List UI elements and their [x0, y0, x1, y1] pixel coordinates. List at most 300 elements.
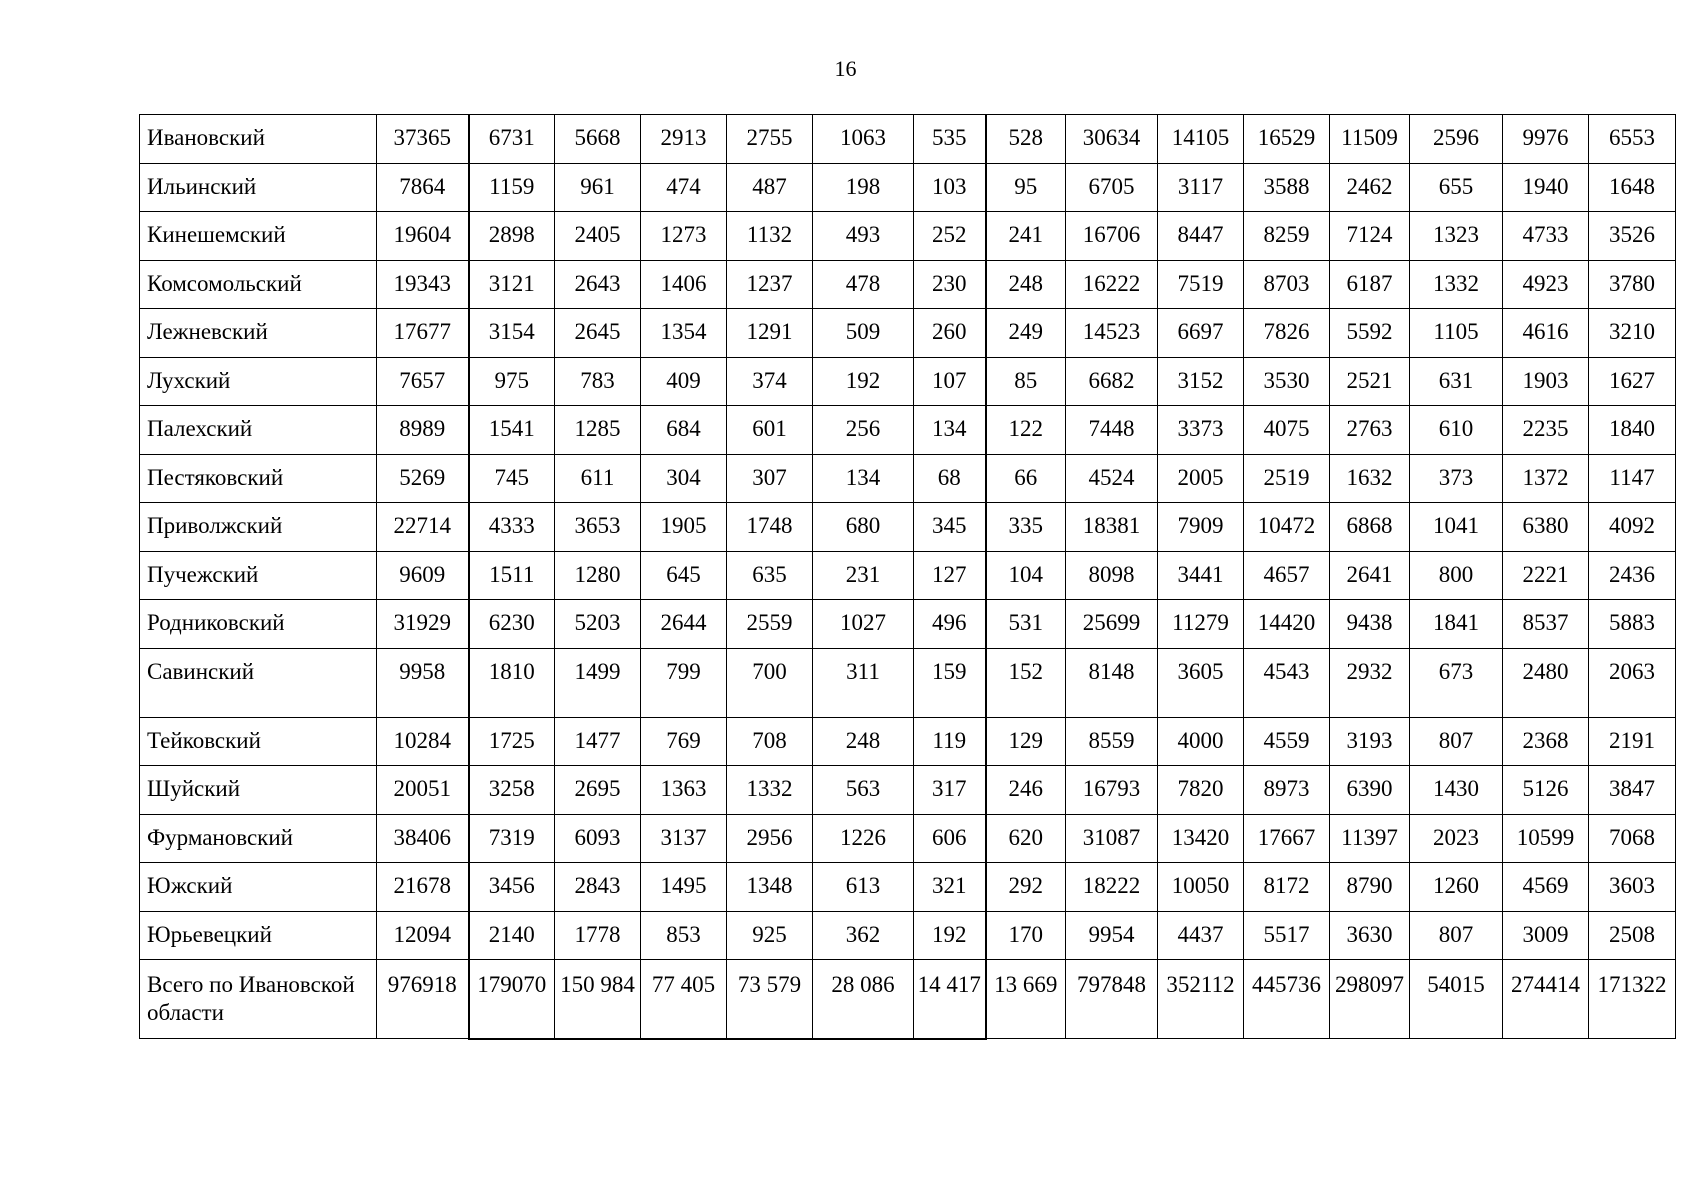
- value-cell: 4437: [1158, 911, 1244, 960]
- value-cell: 2755: [727, 115, 813, 164]
- district-name-cell: Всего по Ивановской области: [140, 960, 377, 1039]
- value-cell: 7820: [1158, 766, 1244, 815]
- district-name-cell: Фурмановский: [140, 814, 377, 863]
- value-cell: 6553: [1589, 115, 1676, 164]
- value-cell: 1632: [1330, 454, 1410, 503]
- table-row: [140, 357, 1676, 406]
- value-cell: 2436: [1589, 551, 1676, 600]
- value-cell: 362: [813, 911, 914, 960]
- value-cell: 18222: [1066, 863, 1158, 912]
- value-cell: 1363: [641, 766, 727, 815]
- value-cell: 807: [1410, 717, 1503, 766]
- value-cell: 1063: [813, 115, 914, 164]
- value-cell: 6705: [1066, 163, 1158, 212]
- value-cell: 799: [641, 648, 727, 717]
- value-cell: 2368: [1503, 717, 1589, 766]
- value-cell: 292: [986, 863, 1066, 912]
- value-cell: 4923: [1503, 260, 1589, 309]
- district-name-cell: Палехский: [140, 406, 377, 455]
- value-cell: 3780: [1589, 260, 1676, 309]
- value-cell: 3588: [1244, 163, 1330, 212]
- value-cell: 260: [914, 309, 986, 358]
- district-name-cell: Родниковский: [140, 600, 377, 649]
- value-cell: 6093: [555, 814, 641, 863]
- district-name-cell: Ильинский: [140, 163, 377, 212]
- value-cell: 2480: [1503, 648, 1589, 717]
- value-cell: 4333: [469, 503, 555, 552]
- value-cell: 16793: [1066, 766, 1158, 815]
- value-cell: 373: [1410, 454, 1503, 503]
- table-row: [140, 717, 1676, 766]
- value-cell: 22714: [377, 503, 469, 552]
- value-cell: 4092: [1589, 503, 1676, 552]
- value-cell: 528: [986, 115, 1066, 164]
- district-name-cell: Ивановский: [140, 115, 377, 164]
- value-cell: 77 405: [641, 960, 727, 1039]
- value-cell: 246: [986, 766, 1066, 815]
- value-cell: 18381: [1066, 503, 1158, 552]
- value-cell: 248: [813, 717, 914, 766]
- table-row: [140, 766, 1676, 815]
- value-cell: 1903: [1503, 357, 1589, 406]
- value-cell: 800: [1410, 551, 1503, 600]
- value-cell: 170: [986, 911, 1066, 960]
- value-cell: 2462: [1330, 163, 1410, 212]
- value-cell: 249: [986, 309, 1066, 358]
- value-cell: 635: [727, 551, 813, 600]
- value-cell: 478: [813, 260, 914, 309]
- value-cell: 11509: [1330, 115, 1410, 164]
- table-row: [140, 163, 1676, 212]
- value-cell: 2559: [727, 600, 813, 649]
- value-cell: 122: [986, 406, 1066, 455]
- value-cell: 2023: [1410, 814, 1503, 863]
- value-cell: 11397: [1330, 814, 1410, 863]
- value-cell: 12094: [377, 911, 469, 960]
- value-cell: 1280: [555, 551, 641, 600]
- value-cell: 37365: [377, 115, 469, 164]
- value-cell: 1260: [1410, 863, 1503, 912]
- value-cell: 769: [641, 717, 727, 766]
- value-cell: 321: [914, 863, 986, 912]
- value-cell: 631: [1410, 357, 1503, 406]
- value-cell: 7068: [1589, 814, 1676, 863]
- value-cell: 925: [727, 911, 813, 960]
- value-cell: 1905: [641, 503, 727, 552]
- value-cell: 8790: [1330, 863, 1410, 912]
- population-table: [139, 114, 1676, 1040]
- table-row: [140, 309, 1676, 358]
- value-cell: 3373: [1158, 406, 1244, 455]
- value-cell: 4657: [1244, 551, 1330, 600]
- value-cell: 5883: [1589, 600, 1676, 649]
- value-cell: 345: [914, 503, 986, 552]
- value-cell: 409: [641, 357, 727, 406]
- value-cell: 9954: [1066, 911, 1158, 960]
- value-cell: 13 669: [986, 960, 1066, 1039]
- value-cell: 797848: [1066, 960, 1158, 1039]
- value-cell: 807: [1410, 911, 1503, 960]
- value-cell: 14420: [1244, 600, 1330, 649]
- value-cell: 16706: [1066, 212, 1158, 261]
- value-cell: 601: [727, 406, 813, 455]
- value-cell: 20051: [377, 766, 469, 815]
- value-cell: 252: [914, 212, 986, 261]
- value-cell: 1748: [727, 503, 813, 552]
- value-cell: 307: [727, 454, 813, 503]
- value-cell: 1348: [727, 863, 813, 912]
- value-cell: 2641: [1330, 551, 1410, 600]
- table-row: [140, 260, 1676, 309]
- value-cell: 17667: [1244, 814, 1330, 863]
- value-cell: 3121: [469, 260, 555, 309]
- value-cell: 708: [727, 717, 813, 766]
- value-cell: 1332: [1410, 260, 1503, 309]
- value-cell: 248: [986, 260, 1066, 309]
- value-cell: 335: [986, 503, 1066, 552]
- value-cell: 73 579: [727, 960, 813, 1039]
- value-cell: 1627: [1589, 357, 1676, 406]
- value-cell: 535: [914, 115, 986, 164]
- value-cell: 16529: [1244, 115, 1330, 164]
- table-row: [140, 814, 1676, 863]
- value-cell: 95: [986, 163, 1066, 212]
- value-cell: 7319: [469, 814, 555, 863]
- value-cell: 4543: [1244, 648, 1330, 717]
- value-cell: 3605: [1158, 648, 1244, 717]
- value-cell: 1541: [469, 406, 555, 455]
- value-cell: 2221: [1503, 551, 1589, 600]
- table-row: [140, 911, 1676, 960]
- value-cell: 3530: [1244, 357, 1330, 406]
- value-cell: 311: [813, 648, 914, 717]
- value-cell: 1147: [1589, 454, 1676, 503]
- value-cell: 231: [813, 551, 914, 600]
- value-cell: 1273: [641, 212, 727, 261]
- value-cell: 5517: [1244, 911, 1330, 960]
- district-name-cell: Тейковский: [140, 717, 377, 766]
- value-cell: 2596: [1410, 115, 1503, 164]
- value-cell: 4000: [1158, 717, 1244, 766]
- value-cell: 19343: [377, 260, 469, 309]
- value-cell: 10599: [1503, 814, 1589, 863]
- value-cell: 1499: [555, 648, 641, 717]
- value-cell: 1495: [641, 863, 727, 912]
- value-cell: 611: [555, 454, 641, 503]
- value-cell: 673: [1410, 648, 1503, 717]
- value-cell: 2898: [469, 212, 555, 261]
- value-cell: 5126: [1503, 766, 1589, 815]
- district-name-cell: Савинский: [140, 648, 377, 717]
- value-cell: 230: [914, 260, 986, 309]
- table-row: [140, 212, 1676, 261]
- value-cell: 4733: [1503, 212, 1589, 261]
- table-row: [140, 551, 1676, 600]
- value-cell: 487: [727, 163, 813, 212]
- value-cell: 2519: [1244, 454, 1330, 503]
- value-cell: 119: [914, 717, 986, 766]
- value-cell: 1725: [469, 717, 555, 766]
- value-cell: 107: [914, 357, 986, 406]
- table-row: [140, 115, 1676, 164]
- value-cell: 7657: [377, 357, 469, 406]
- value-cell: 38406: [377, 814, 469, 863]
- value-cell: 680: [813, 503, 914, 552]
- value-cell: 6380: [1503, 503, 1589, 552]
- value-cell: 3630: [1330, 911, 1410, 960]
- value-cell: 8098: [1066, 551, 1158, 600]
- total-row: [140, 960, 1676, 1039]
- value-cell: 6868: [1330, 503, 1410, 552]
- value-cell: 1841: [1410, 600, 1503, 649]
- value-cell: 8447: [1158, 212, 1244, 261]
- value-cell: 3154: [469, 309, 555, 358]
- value-cell: 684: [641, 406, 727, 455]
- value-cell: 134: [813, 454, 914, 503]
- value-cell: 3152: [1158, 357, 1244, 406]
- value-cell: 1285: [555, 406, 641, 455]
- value-cell: 975: [469, 357, 555, 406]
- value-cell: 171322: [1589, 960, 1676, 1039]
- value-cell: 8703: [1244, 260, 1330, 309]
- value-cell: 14523: [1066, 309, 1158, 358]
- value-cell: 645: [641, 551, 727, 600]
- value-cell: 6187: [1330, 260, 1410, 309]
- value-cell: 1291: [727, 309, 813, 358]
- district-name-cell: Кинешемский: [140, 212, 377, 261]
- value-cell: 103: [914, 163, 986, 212]
- value-cell: 241: [986, 212, 1066, 261]
- value-cell: 445736: [1244, 960, 1330, 1039]
- value-cell: 6230: [469, 600, 555, 649]
- value-cell: 606: [914, 814, 986, 863]
- table-row: [140, 503, 1676, 552]
- value-cell: 7909: [1158, 503, 1244, 552]
- value-cell: 28 086: [813, 960, 914, 1039]
- district-name-cell: Лухский: [140, 357, 377, 406]
- value-cell: 16222: [1066, 260, 1158, 309]
- value-cell: 2521: [1330, 357, 1410, 406]
- value-cell: 783: [555, 357, 641, 406]
- value-cell: 509: [813, 309, 914, 358]
- table-row: [140, 406, 1676, 455]
- value-cell: 5269: [377, 454, 469, 503]
- value-cell: 8259: [1244, 212, 1330, 261]
- value-cell: 1105: [1410, 309, 1503, 358]
- value-cell: 531: [986, 600, 1066, 649]
- value-cell: 2063: [1589, 648, 1676, 717]
- value-cell: 10284: [377, 717, 469, 766]
- value-cell: 1323: [1410, 212, 1503, 261]
- value-cell: 6731: [469, 115, 555, 164]
- value-cell: 5668: [555, 115, 641, 164]
- table-row: [140, 454, 1676, 503]
- value-cell: 3653: [555, 503, 641, 552]
- value-cell: 7826: [1244, 309, 1330, 358]
- value-cell: 5592: [1330, 309, 1410, 358]
- value-cell: 1041: [1410, 503, 1503, 552]
- value-cell: 1226: [813, 814, 914, 863]
- value-cell: 2643: [555, 260, 641, 309]
- value-cell: 1027: [813, 600, 914, 649]
- value-cell: 104: [986, 551, 1066, 600]
- value-cell: 3210: [1589, 309, 1676, 358]
- value-cell: 2645: [555, 309, 641, 358]
- district-name-cell: Комсомольский: [140, 260, 377, 309]
- value-cell: 8559: [1066, 717, 1158, 766]
- value-cell: 30634: [1066, 115, 1158, 164]
- value-cell: 7124: [1330, 212, 1410, 261]
- value-cell: 66: [986, 454, 1066, 503]
- page-number: 16: [834, 56, 857, 81]
- value-cell: 5203: [555, 600, 641, 649]
- value-cell: 129: [986, 717, 1066, 766]
- value-cell: 3137: [641, 814, 727, 863]
- value-cell: 3193: [1330, 717, 1410, 766]
- value-cell: 9958: [377, 648, 469, 717]
- value-cell: 11279: [1158, 600, 1244, 649]
- value-cell: 2405: [555, 212, 641, 261]
- district-name-cell: Лежневский: [140, 309, 377, 358]
- value-cell: 4616: [1503, 309, 1589, 358]
- value-cell: 13420: [1158, 814, 1244, 863]
- value-cell: 54015: [1410, 960, 1503, 1039]
- district-name-cell: Южский: [140, 863, 377, 912]
- value-cell: 1477: [555, 717, 641, 766]
- value-cell: 21678: [377, 863, 469, 912]
- value-cell: 474: [641, 163, 727, 212]
- value-cell: 1237: [727, 260, 813, 309]
- value-cell: 298097: [1330, 960, 1410, 1039]
- value-cell: 85: [986, 357, 1066, 406]
- value-cell: 127: [914, 551, 986, 600]
- value-cell: 10050: [1158, 863, 1244, 912]
- value-cell: 496: [914, 600, 986, 649]
- value-cell: 3847: [1589, 766, 1676, 815]
- value-cell: 2644: [641, 600, 727, 649]
- value-cell: 274414: [1503, 960, 1589, 1039]
- value-cell: 4524: [1066, 454, 1158, 503]
- value-cell: 2956: [727, 814, 813, 863]
- value-cell: 745: [469, 454, 555, 503]
- value-cell: 8973: [1244, 766, 1330, 815]
- value-cell: 6390: [1330, 766, 1410, 815]
- value-cell: 152: [986, 648, 1066, 717]
- value-cell: 4569: [1503, 863, 1589, 912]
- value-cell: 14 417: [914, 960, 986, 1039]
- value-cell: 374: [727, 357, 813, 406]
- value-cell: 1332: [727, 766, 813, 815]
- value-cell: 8172: [1244, 863, 1330, 912]
- value-cell: 6682: [1066, 357, 1158, 406]
- value-cell: 7864: [377, 163, 469, 212]
- value-cell: 150 984: [555, 960, 641, 1039]
- value-cell: 3009: [1503, 911, 1589, 960]
- value-cell: 9438: [1330, 600, 1410, 649]
- value-cell: 3258: [469, 766, 555, 815]
- value-cell: 7448: [1066, 406, 1158, 455]
- value-cell: 2235: [1503, 406, 1589, 455]
- value-cell: 1940: [1503, 163, 1589, 212]
- value-cell: 700: [727, 648, 813, 717]
- value-cell: 8537: [1503, 600, 1589, 649]
- value-cell: 31929: [377, 600, 469, 649]
- value-cell: 17677: [377, 309, 469, 358]
- value-cell: 2191: [1589, 717, 1676, 766]
- value-cell: 976918: [377, 960, 469, 1039]
- value-cell: 304: [641, 454, 727, 503]
- value-cell: 610: [1410, 406, 1503, 455]
- value-cell: 2005: [1158, 454, 1244, 503]
- value-cell: 317: [914, 766, 986, 815]
- value-cell: 10472: [1244, 503, 1330, 552]
- value-cell: 256: [813, 406, 914, 455]
- table-row: [140, 600, 1676, 649]
- value-cell: 19604: [377, 212, 469, 261]
- district-name-cell: Шуйский: [140, 766, 377, 815]
- value-cell: 25699: [1066, 600, 1158, 649]
- value-cell: 4075: [1244, 406, 1330, 455]
- value-cell: 620: [986, 814, 1066, 863]
- value-cell: 2843: [555, 863, 641, 912]
- value-cell: 7519: [1158, 260, 1244, 309]
- table-row: [140, 863, 1676, 912]
- value-cell: 3603: [1589, 863, 1676, 912]
- value-cell: 8148: [1066, 648, 1158, 717]
- value-cell: 563: [813, 766, 914, 815]
- value-cell: 352112: [1158, 960, 1244, 1039]
- value-cell: 2913: [641, 115, 727, 164]
- district-name-cell: Приволжский: [140, 503, 377, 552]
- value-cell: 159: [914, 648, 986, 717]
- value-cell: 655: [1410, 163, 1503, 212]
- value-cell: 1430: [1410, 766, 1503, 815]
- value-cell: 192: [813, 357, 914, 406]
- district-name-cell: Пестяковский: [140, 454, 377, 503]
- table-row: [140, 648, 1676, 717]
- value-cell: 3117: [1158, 163, 1244, 212]
- value-cell: 3441: [1158, 551, 1244, 600]
- value-cell: 1354: [641, 309, 727, 358]
- value-cell: 2763: [1330, 406, 1410, 455]
- value-cell: 14105: [1158, 115, 1244, 164]
- value-cell: 1159: [469, 163, 555, 212]
- value-cell: 2695: [555, 766, 641, 815]
- value-cell: 2932: [1330, 648, 1410, 717]
- value-cell: 3456: [469, 863, 555, 912]
- value-cell: 493: [813, 212, 914, 261]
- value-cell: 1810: [469, 648, 555, 717]
- value-cell: 4559: [1244, 717, 1330, 766]
- value-cell: 3526: [1589, 212, 1676, 261]
- value-cell: 8989: [377, 406, 469, 455]
- value-cell: 1406: [641, 260, 727, 309]
- value-cell: 1778: [555, 911, 641, 960]
- value-cell: 853: [641, 911, 727, 960]
- value-cell: 6697: [1158, 309, 1244, 358]
- district-name-cell: Пучежский: [140, 551, 377, 600]
- value-cell: 961: [555, 163, 641, 212]
- value-cell: 1648: [1589, 163, 1676, 212]
- district-name-cell: Юрьевецкий: [140, 911, 377, 960]
- value-cell: 31087: [1066, 814, 1158, 863]
- value-cell: 1840: [1589, 406, 1676, 455]
- value-cell: 2508: [1589, 911, 1676, 960]
- value-cell: 1132: [727, 212, 813, 261]
- value-cell: 9609: [377, 551, 469, 600]
- value-cell: 613: [813, 863, 914, 912]
- value-cell: 9976: [1503, 115, 1589, 164]
